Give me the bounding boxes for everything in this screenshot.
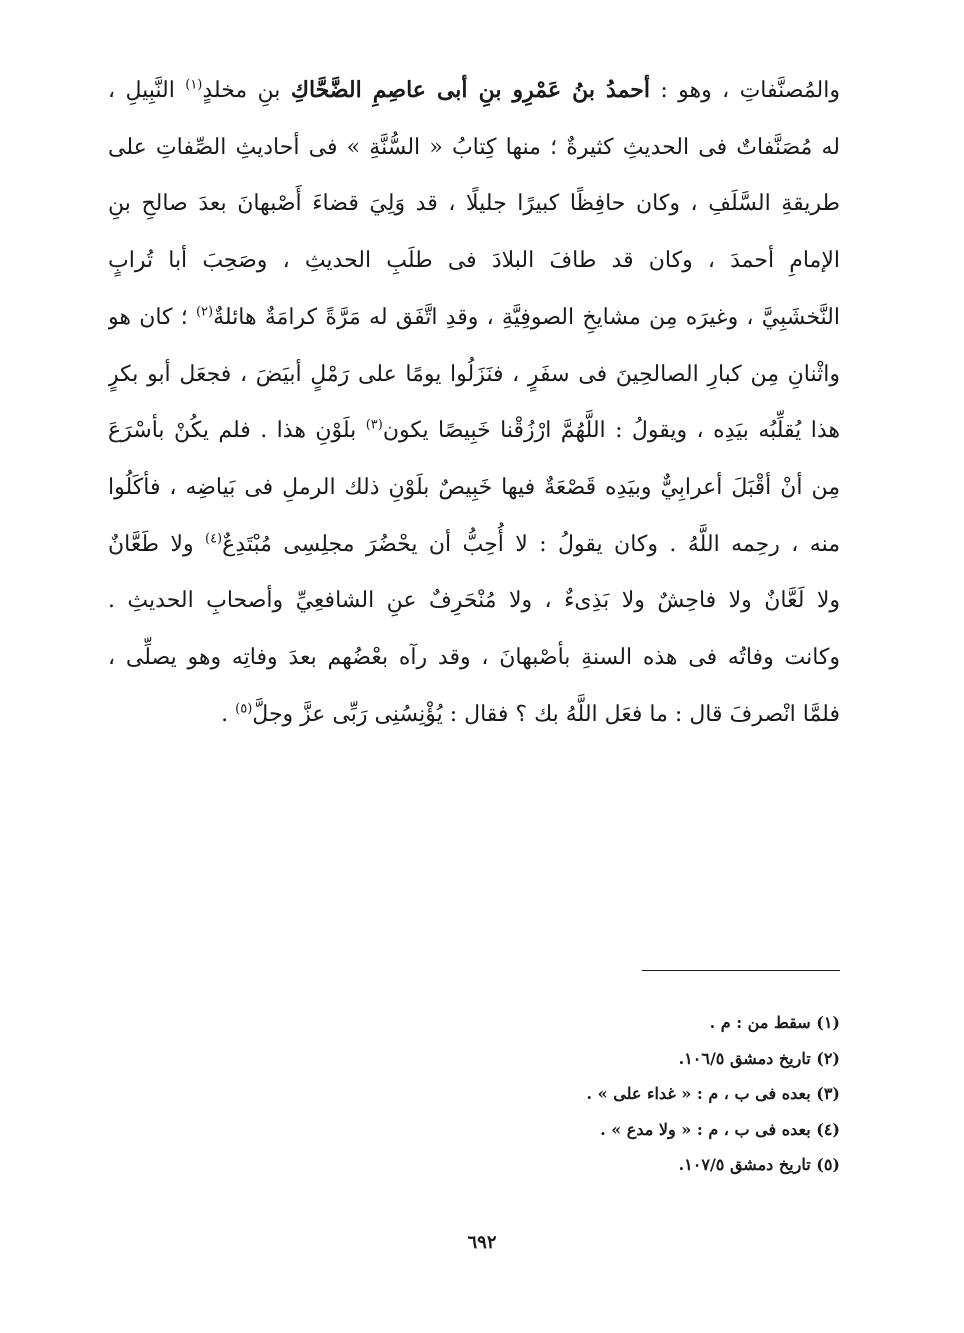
text-line-4: الإمامِ أحمدَ ، وكان قد طافَ البلادَ فى طلَبِ الحديثِ ، وصَحِبَ أبا تُرابٍ [108, 248, 840, 274]
footnotes [420, 1005, 840, 1183]
text-line-8: مِن أنْ أقْبَلَ أعرابِيٌّ وبيَدِه قَصْعَةٌ فيها خَبِيصٌ بلَوْنِ ذلك الرملِ فى بَياضِه ، فأكَلُوا [108, 474, 840, 500]
text-line-1: والمُصنَّفاتِ ، وهو : أحمدُ بنُ عَمْرِو بنِ أبى عاصِمِ الضَّحَّاكِ بنِ مخلدٍ$^{(١)}$ النَّبِيلِ ، [108, 77, 840, 103]
main-text [108, 62, 840, 743]
footnote-marker-5[interactable]: (٥) [235, 701, 253, 717]
text-line-2: له مُصَنَّفاتٌ فى الحديثِ كثيرةٌ ؛ منها كِتابُ « السُّنَّةِ » فى أحاديثِ الصِّفاتِ على [108, 134, 840, 160]
text-line-11: وكانت وفاتُه فى هذه السنةِ بأصْبهانَ ، وقد رآه بعْضُهم بعدَ وفاتِه وهو يصلِّى ، [108, 645, 840, 671]
page-number: ٦٩٢ [467, 1232, 497, 1253]
footnote-1: (١) سقط من : م . [709, 1013, 840, 1032]
footnote-2: (٢) تاريخ دمشق ١٠٦/٥. [678, 1048, 840, 1068]
footnote-marker-2[interactable]: (٢) [195, 304, 214, 320]
footnote-divider [642, 970, 840, 971]
footnote-marker-3[interactable]: (٣) [365, 417, 383, 433]
biography-name: أحمدُ بنُ عَمْرِو بنِ أبى عاصِمِ الضَّحَّاكِ [290, 77, 650, 103]
text-line-9: منه ، رحِمه اللَّهُ . وكان يقولُ : لا أُحِبُّ أن يحْضُرَ مجلِسِى مُبْتَدِعٌ$^{(٤)}$ ولا طَعَّانٌ [108, 531, 840, 557]
text-line-6: واثْنانِ مِن كبارِ الصالحِينَ فى سفَرٍ ، فنَزَلُوا يومًا على رَمْلٍ أبيَضَ ، فجعَل أبو بكرٍ [108, 361, 840, 387]
footnote-4: (٤) بعده فى ب ، م : « ولا مدع » . [600, 1119, 840, 1139]
footnote-marker-4[interactable]: (٤) [204, 531, 223, 547]
footnote-5: (٥) تاريخ دمشق ١٠٧/٥. [678, 1155, 840, 1175]
footnote-marker-1[interactable]: (١) [185, 77, 203, 93]
text-line-3: طريقةِ السَّلَفِ ، وكان حافِظًا كبيرًا جليلًا ، قد وَلِيَ قضاءَ أَصْبهانَ بعدَ صالحِ بنِ [108, 191, 840, 217]
text-line-5: النَّخشَبِيَّ ، وغيرَه مِن مشايخِ الصوفِيَّةِ ، وقدِ اتَّفَق له مَرَّةً كرامَةٌ هائلةٌ$^{(٢)}$ ؛ كان هو [108, 304, 840, 330]
footnote-3: (٣) بعده فى ب ، م : « غداء على » . [586, 1084, 840, 1104]
text-line-7: هذا يُقلِّبُه بيَدِه ، ويقولُ : اللَّهُمَّ ارْزُقْنا خَبِيصًا يكون$^{(٣)}$ بلَوْنِ هذا . فلم يكُنْ بأسْرَعَ [108, 417, 840, 444]
text-line-12: فلمَّا انْصرفَ قال : ما فعَل اللَّهُ بك ؟ فقال : يُؤْنِسُنِى رَبِّى عزَّ وجلَّ$^{(٥)}$ . [221, 701, 840, 727]
text-line-10: ولا لَعَّانٌ ولا فاحِشٌ ولا بَذِىءٌ ، ولا مُنْحَرِفٌ عنِ الشافعِيِّ وأصحابِ الحديثِ . [108, 588, 840, 614]
